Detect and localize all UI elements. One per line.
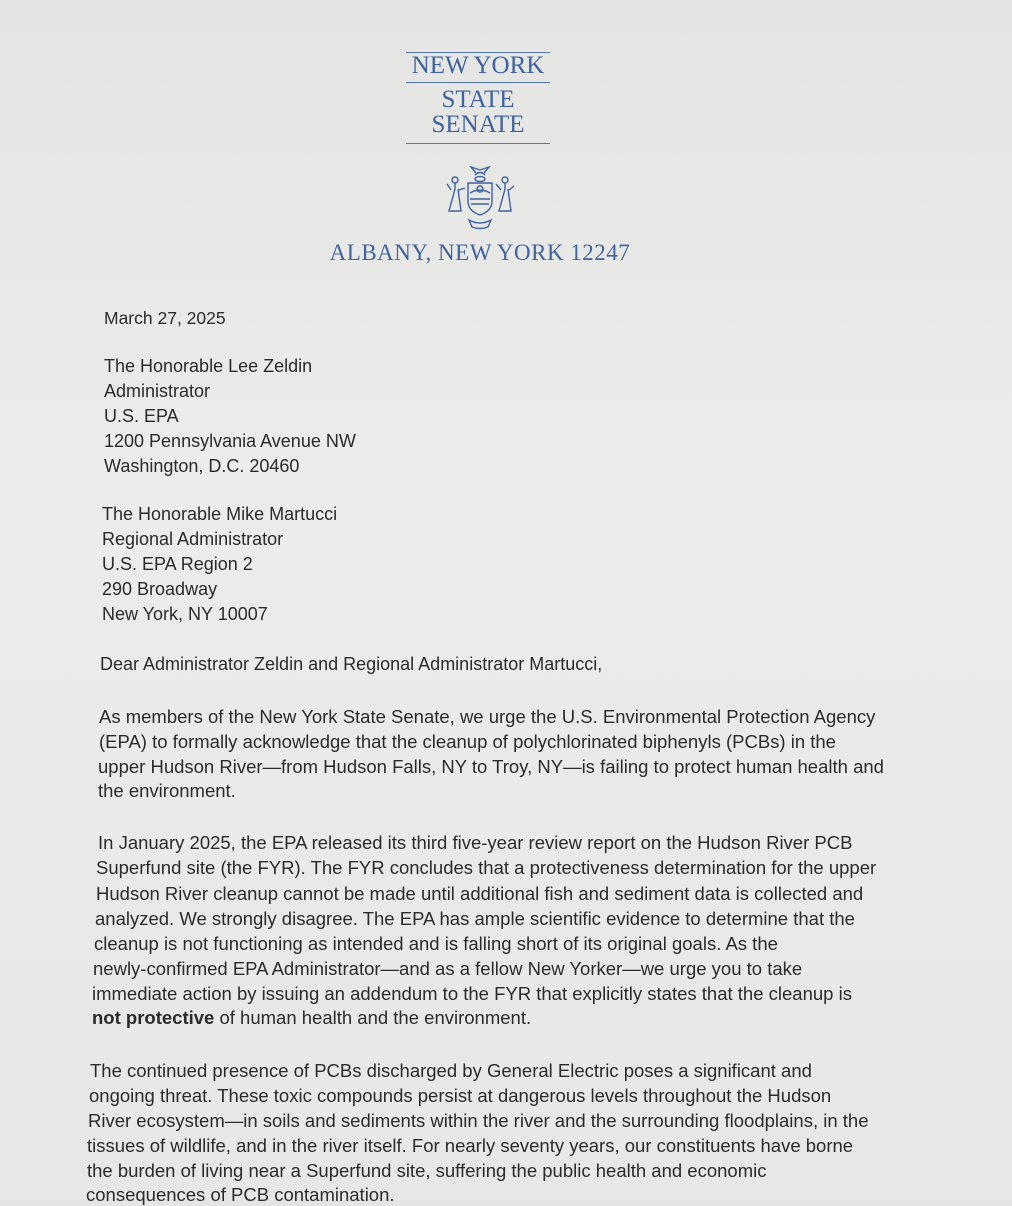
paragraph-line: Superfund site (the FYR). The FYR concludes that a protectiveness determination for the upper <box>96 857 877 878</box>
recipient-1-line: Washington, D.C. 20460 <box>104 456 300 476</box>
recipient-2-line: New York, NY 10007 <box>102 604 268 624</box>
recipient-1-line: U.S. EPA <box>104 406 179 426</box>
paragraph-line: immediate action by issuing an addendum to the FYR that explicitly states that the cleanup is <box>92 983 852 1004</box>
paragraph-line-last <box>92 1007 531 1029</box>
letterhead-state: STATE <box>441 86 515 113</box>
paragraph-line: consequences of PCB contamination. <box>86 1184 395 1205</box>
recipient-2-line: Regional Administrator <box>102 529 284 549</box>
paragraph-line: upper Hudson River—from Hudson Falls, NY to Troy, NY—is failing to protect human health and <box>98 756 884 777</box>
paragraph-line: the environment. <box>98 780 236 801</box>
paragraph-line: As members of the New York State Senate, we urge the U.S. Environmental Protection Agency <box>99 706 876 727</box>
paragraph-line: River ecosystem—in soils and sediments within the river and the surrounding floodplains, in the <box>88 1110 869 1131</box>
recipient-2-line: The Honorable Mike Martucci <box>102 504 338 524</box>
paragraph-line: (EPA) to formally acknowledge that the cleanup of polychlorinated biphenyls (PCBs) in the <box>99 731 836 752</box>
paragraph-line: newly-confirmed EPA Administrator—and as a fellow New Yorker—we urge you to take <box>93 958 803 979</box>
paragraph-line: Hudson River cleanup cannot be made until additional fish and sediment data is collected and <box>96 883 864 904</box>
paragraph-line: In January 2025, the EPA released its third five-year review report on the Hudson River PCB <box>98 832 853 853</box>
recipient-1-line: 1200 Pennsylvania Avenue NW <box>104 431 356 451</box>
letter-date: March 27, 2025 <box>104 308 226 328</box>
emphasis-not-protective: not protective <box>92 1007 215 1028</box>
letterhead-senate: SENATE <box>431 111 525 138</box>
recipient-2-line: U.S. EPA Region 2 <box>102 554 253 574</box>
paragraph-line-rest: of human health and the environment. <box>214 1007 532 1028</box>
state-seal-icon <box>433 166 527 232</box>
salutation: Dear Administrator Zeldin and Regional Administrator Martucci, <box>100 654 603 674</box>
letterhead-address: ALBANY, NEW YORK 12247 <box>329 240 631 265</box>
letterhead-mid-rule <box>406 82 550 83</box>
letterhead-new-york: NEW YORK <box>411 52 545 79</box>
paragraph-line: analyzed. We strongly disagree. The EPA has ample scientific evidence to determine that the <box>95 908 855 929</box>
recipient-1-line: The Honorable Lee Zeldin <box>104 356 313 376</box>
letterhead-bottom-rule <box>406 143 550 144</box>
paragraph-line: tissues of wildlife, and in the river itself. For nearly seventy years, our constituents have borne <box>87 1135 854 1156</box>
paragraph-line: ongoing threat. These toxic compounds persist at dangerous levels throughout the Hudson <box>89 1085 832 1106</box>
recipient-2-line: 290 Broadway <box>102 579 218 599</box>
paragraph-line: the burden of living near a Superfund site, suffering the public health and economic <box>87 1160 767 1181</box>
paragraph-line: The continued presence of PCBs discharged by General Electric poses a significant and <box>90 1060 812 1081</box>
paragraph-line: cleanup is not functioning as intended and is falling short of its original goals. As the <box>94 933 778 954</box>
recipient-1-line: Administrator <box>104 381 211 401</box>
